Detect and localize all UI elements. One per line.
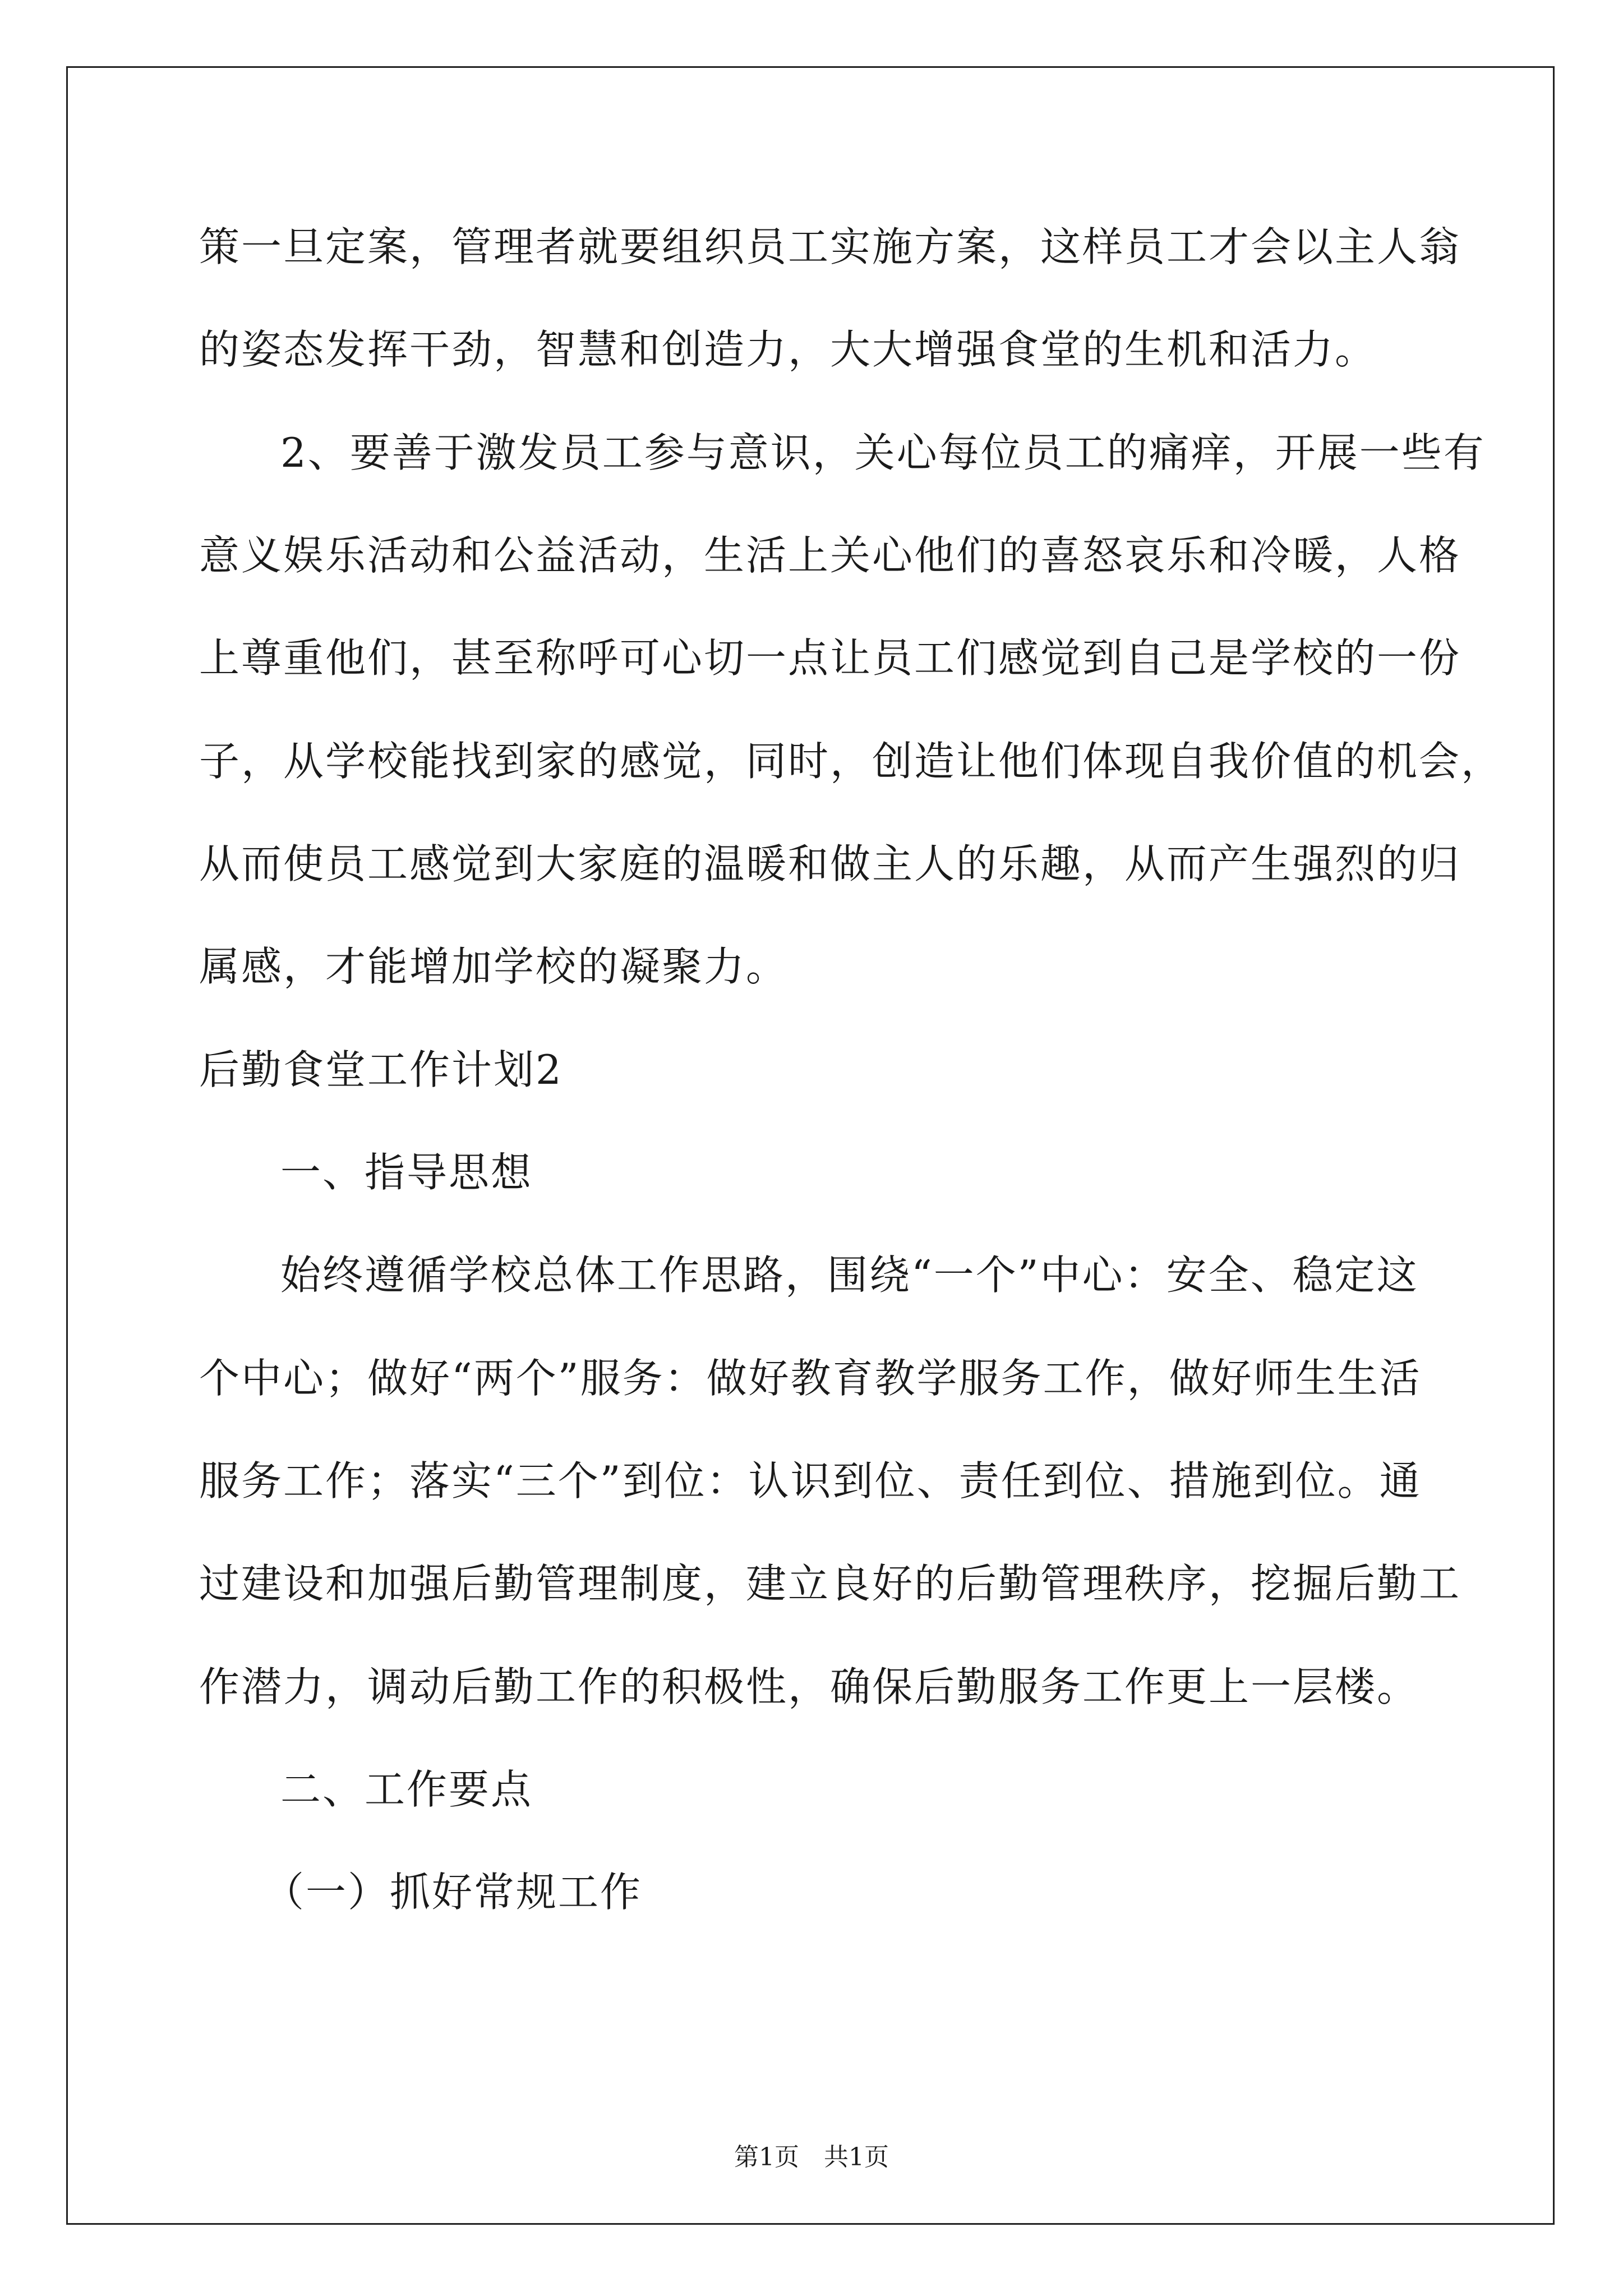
body-text-line: 策一旦定案，管理者就要组织员工实施方案，这样员工才会以主人翁 — [199, 223, 1461, 270]
body-text-line: 始终遵循学校总体工作思路，围绕“一个”中心：安全、稳定这 — [280, 1251, 1419, 1299]
section-title: 后勤食堂工作计划2 — [199, 1046, 563, 1093]
body-text-line: 的姿态发挥干劲，智慧和创造力，大大增强食堂的生机和活力。 — [199, 326, 1377, 373]
body-text-line: 个中心；做好“两个”服务：做好教育教学服务工作，做好师生生活 — [199, 1355, 1422, 1402]
body-text-line: 过建设和加强后勤管理制度，建立良好的后勤管理秩序，挖掘后勤工 — [199, 1560, 1461, 1607]
body-text-line: 作潜力，调动后勤工作的积极性，确保后勤服务工作更上一层楼。 — [199, 1663, 1419, 1710]
body-text-line: 从而使员工感觉到大家庭的温暖和做主人的乐趣，从而产生强烈的归 — [199, 840, 1461, 887]
page-footer: 第1页 共1页 — [734, 2143, 889, 2171]
section-heading: 二、工作要点 — [280, 1766, 533, 1813]
section-heading: 一、指导思想 — [280, 1149, 533, 1196]
body-text-line: 上尊重他们，甚至称呼可心切一点让员工们感觉到自己是学校的一份 — [199, 634, 1461, 682]
body-text-line: 子，从学校能找到家的感觉，同时，创造让他们体现自我价值的机会， — [199, 738, 1504, 785]
subsection-heading: （一）抓好常规工作 — [264, 1869, 643, 1916]
body-text-line: 服务工作；落实“三个”到位：认识到位、责任到位、措施到位。通 — [199, 1457, 1422, 1504]
body-text-line: 属感，才能增加学校的凝聚力。 — [199, 943, 789, 990]
body-text-line: 2、要善于激发员工参与意识，关心每位员工的痛痒，开展一些有 — [280, 429, 1486, 476]
body-text-line: 意义娱乐活动和公益活动，生活上关心他们的喜怒哀乐和冷暖，人格 — [199, 532, 1461, 579]
